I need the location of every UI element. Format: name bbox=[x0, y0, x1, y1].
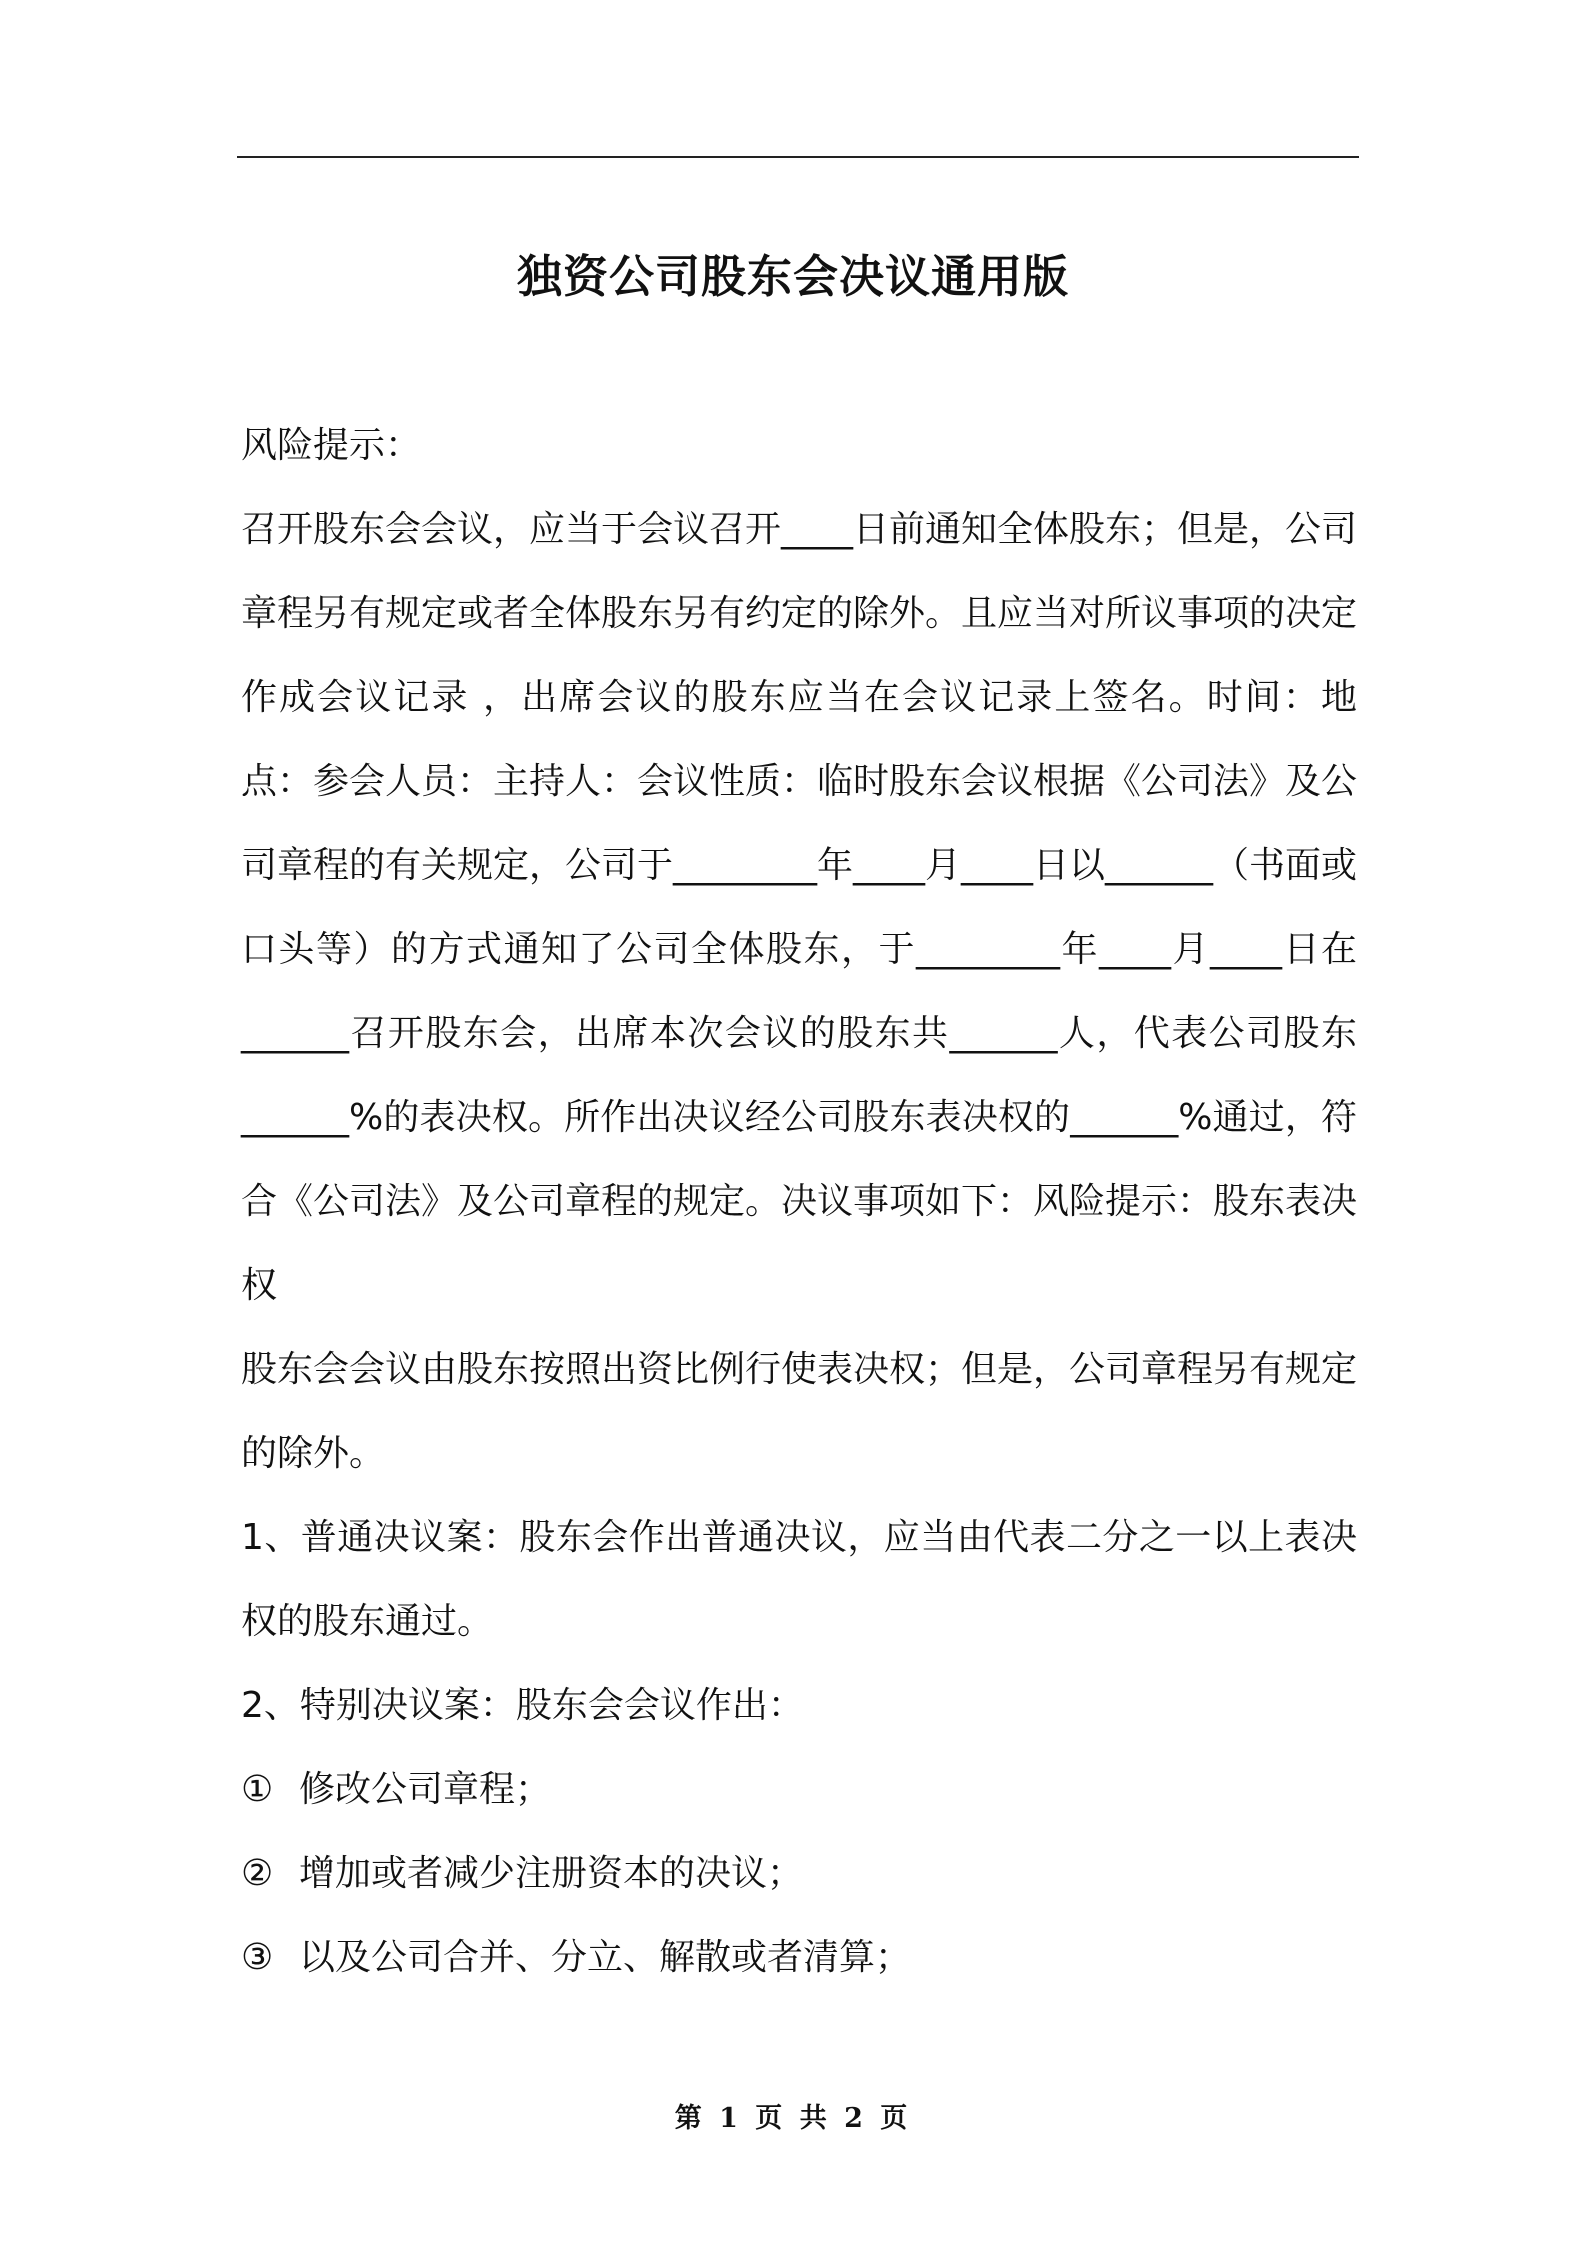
list-item-text: 以及公司合并、分立、解散或者清算； bbox=[299, 1937, 912, 1978]
list-item bbox=[241, 1748, 1357, 1832]
list-item bbox=[241, 1916, 1357, 2000]
list-marker: ② bbox=[241, 1853, 274, 1894]
meeting-paragraph: 召开股东会会议，应当于会议召开____日前通知全体股东；但是，公司章程另有规定或者全体股东另有约定的除外。且应当对所议事项的决定作成会议记录 ，出席会议的股东应当在会议记录上签名。时间：地点：参会人员：主持人：会议性质：临时股东会议根据《公司法》及公司章程的有关规定，公司于________年____月____日以______（书面或口头等）的方式通知了公司全体股东，于________年____月____日在______召开股东会，出席本次会议的股东共______人，代表公司股东______%的表决权。所作出决议经公司股东表决权的______%通过，符合《公司法》及公司章程的规定。决议事项如下：风险提示：股东表决权 bbox=[241, 509, 1358, 1306]
page-footer: 第 1 页 共 2 页 bbox=[674, 2103, 912, 2134]
header-rule bbox=[237, 156, 1359, 158]
document-title: 独资公司股东会决议通用版 bbox=[516, 250, 1069, 304]
list-item-text: 增加或者减少注册资本的决议； bbox=[299, 1853, 804, 1894]
risk-heading: 风险提示： bbox=[241, 425, 422, 466]
list-marker: ③ bbox=[241, 1937, 274, 1978]
list-marker: ① bbox=[241, 1769, 274, 1810]
ordinary-resolution-paragraph: 1、普通决议案：股东会作出普通决议，应当由代表二分之一以上表决权的股东通过。 bbox=[241, 1517, 1357, 1642]
list-item-text: 修改公司章程； bbox=[299, 1769, 552, 1810]
voting-paragraph: 股东会会议由股东按照出资比例行使表决权；但是，公司章程另有规定的除外。 bbox=[241, 1349, 1358, 1474]
special-resolution-paragraph: 2、特别决议案：股东会会议作出： bbox=[241, 1685, 804, 1726]
document-body bbox=[241, 404, 1357, 2000]
list-item bbox=[241, 1832, 1357, 1916]
